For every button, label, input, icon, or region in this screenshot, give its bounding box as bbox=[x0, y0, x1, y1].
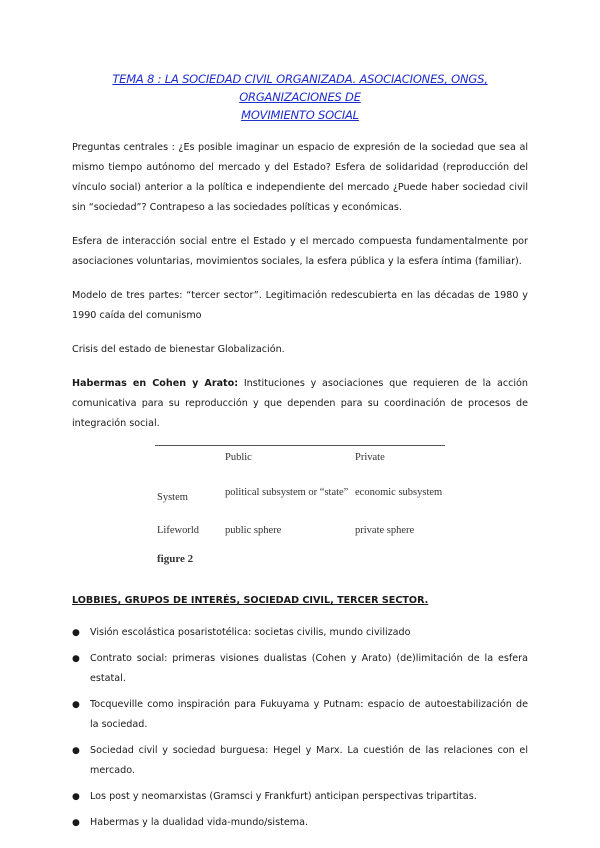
list-item-text: Visión escolástica posaristotélica: societas civilis, mundo civilizado bbox=[90, 627, 411, 638]
figure-row-lifeworld: Lifeworld bbox=[157, 525, 199, 536]
list-item-text: Los post y neomarxistas (Gramsci y Frankfurt) anticipan perspectivas tripartitas. bbox=[90, 791, 477, 802]
paragraph-sphere-definition: Esfera de interacción social entre el Estado y el mercado compuesta fundamentalmente por asociaciones voluntarias, movimientos sociales, la esfera pública y la esfera íntima (familiar). bbox=[72, 236, 528, 267]
figure-lifeworld-private: private sphere bbox=[355, 525, 415, 536]
document-title bbox=[72, 70, 528, 124]
list-item bbox=[72, 813, 528, 833]
section-heading: LOBBIES, GRUPOS DE INTERÉS, SOCIEDAD CIVIL, TERCER SECTOR. bbox=[72, 595, 429, 606]
bullet-icon: ● bbox=[72, 792, 80, 802]
bullet-icon: ● bbox=[72, 628, 80, 638]
list-item-text: Contrato social: primeras visiones dualistas (Cohen y Arato) (de)limitación de la esfera estatal. bbox=[90, 653, 528, 684]
list-item bbox=[72, 741, 528, 781]
bullet-icon: ● bbox=[72, 746, 80, 756]
figure-lifeworld-public: public sphere bbox=[225, 525, 282, 536]
list-item-text: Habermas y la dualidad vida-mundo/sistema. bbox=[90, 817, 309, 828]
document-page bbox=[72, 70, 528, 839]
list-item bbox=[72, 649, 528, 689]
list-item-text: Sociedad civil y sociedad burguesa: Hegel y Marx. La cuestión de las relaciones con el mercado. bbox=[90, 745, 528, 776]
bullet-icon: ● bbox=[72, 654, 80, 664]
bullet-icon: ● bbox=[72, 700, 80, 710]
habermas-label: Habermas en Cohen y Arato: bbox=[72, 378, 239, 389]
title-line-1: TEMA 8 : LA SOCIEDAD CIVIL ORGANIZADA. ASOCIACIONES, ONGS, ORGANIZACIONES DE bbox=[112, 72, 488, 104]
figure-public-private-table bbox=[155, 445, 445, 571]
figure-system-private: economic subsystem bbox=[355, 487, 443, 498]
figure-row-system: System bbox=[157, 492, 188, 503]
figure-caption: figure 2 bbox=[157, 553, 194, 565]
figure-col-public: Public bbox=[225, 452, 252, 463]
paragraph-central-questions: Preguntas centrales : ¿Es posible imaginar un espacio de expresión de la sociedad que sea al mismo tiempo autónomo del mercado y del Estado? Esfera de solidaridad (reproducción del vínculo social) anterior a la política e independiente del mercado ¿Puede haber sociedad civil sin “sociedad”? Contrapeso a las sociedades políticas y económicas. bbox=[72, 142, 528, 213]
list-item bbox=[72, 787, 528, 807]
paragraph-habermas bbox=[72, 374, 528, 434]
paragraph-welfare-crisis: Crisis del estado de bienestar Globalización. bbox=[72, 344, 285, 355]
figure-col-private: Private bbox=[355, 452, 385, 463]
habermas-text: Instituciones y asociaciones que requieren de la acción comunicativa para su reproducción y que dependen para su coordinación de procesos de integración social. bbox=[72, 378, 528, 429]
list-item bbox=[72, 623, 528, 643]
list-item-text: Tocqueville como inspiración para Fukuyama y Putnam: espacio de autoestabilización de la sociedad. bbox=[90, 699, 528, 730]
title-line-2: MOVIMIENTO SOCIAL bbox=[241, 108, 359, 122]
paragraph-three-part-model: Modelo de tres partes: “tercer sector”. Legitimación redescubierta en las décadas de 1980 y 1990 caída del comunismo bbox=[72, 290, 528, 321]
figure-system-public: political subsystem or “state” bbox=[225, 487, 349, 498]
bullet-list bbox=[72, 623, 528, 833]
bullet-icon: ● bbox=[72, 818, 80, 828]
figure-top-rule bbox=[155, 445, 445, 446]
list-item bbox=[72, 695, 528, 735]
